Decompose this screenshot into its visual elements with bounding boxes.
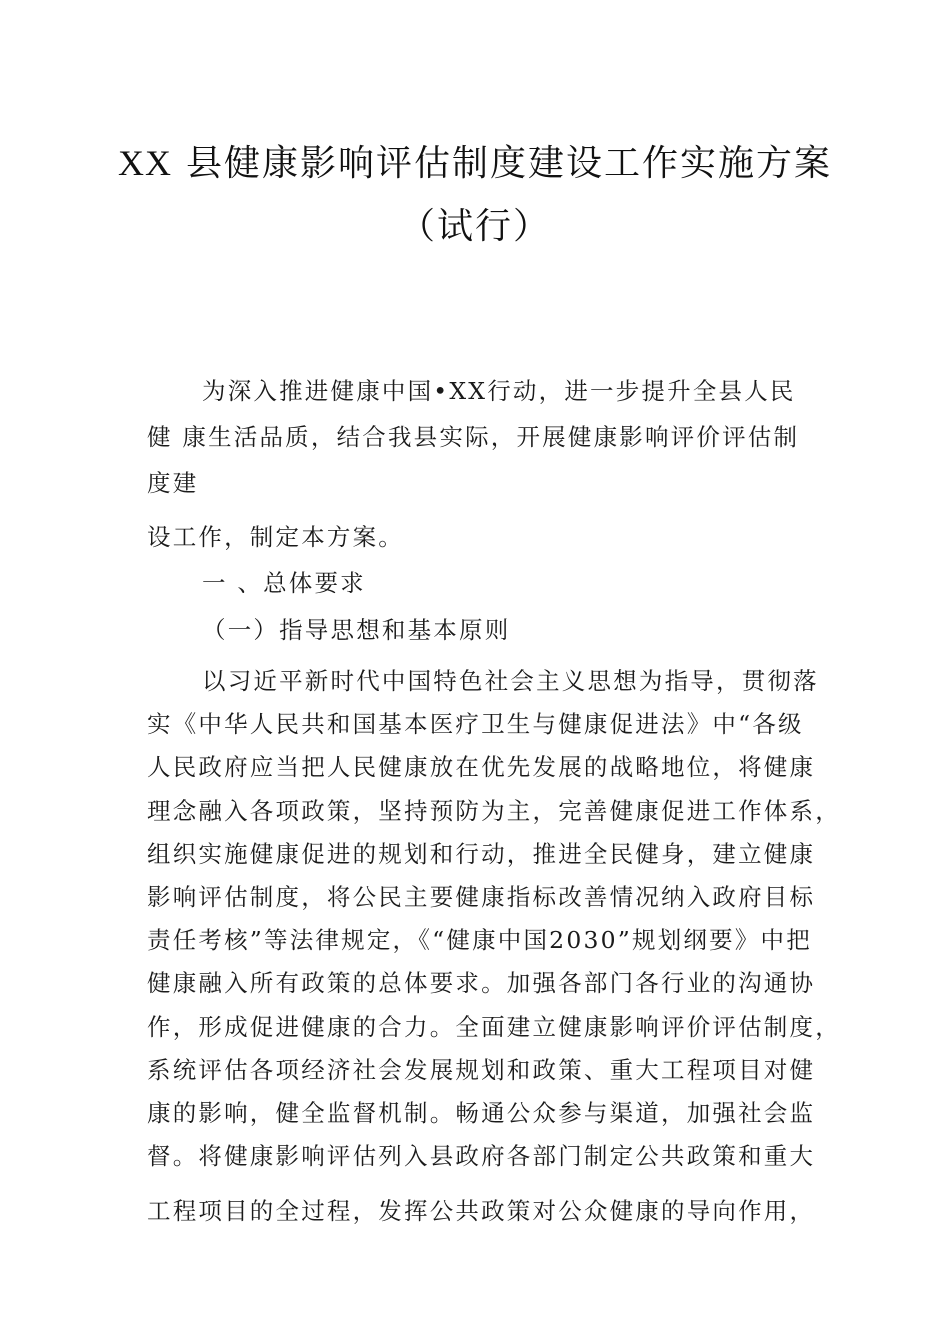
paragraph-line: 责任考核”等法律规定，《“健康中国2030”规划纲要》中把 xyxy=(147,926,812,954)
paragraph-line: 实《中华人民共和国基本医疗卫生与健康促进法》中“各级 xyxy=(147,710,804,738)
section-heading: 一 、总体要求 xyxy=(202,569,366,597)
paragraph-line: 作，形成促进健康的合力。全面建立健康影响评价评估制度， xyxy=(147,1013,841,1041)
paragraph-line: 理念融入各项政策，坚持预防为主，完善健康促进工作体系， xyxy=(147,797,841,825)
document-title-line-1 xyxy=(0,135,950,186)
document-title-line-2: （试行） xyxy=(398,206,551,247)
subsection-heading: （一）指导思想和基本原则 xyxy=(202,616,511,644)
paragraph-line: 为深入推进健康中国•XX行动，进一步提升全县人民 xyxy=(202,377,796,405)
paragraph-line: 度建 xyxy=(147,469,199,497)
paragraph-line: 人民政府应当把人民健康放在优先发展的战略地位，将健康 xyxy=(147,753,816,781)
paragraph-line: 健 康生活品质，结合我县实际，开展健康影响评价评估制 xyxy=(147,423,800,451)
paragraph-line: 健康融入所有政策的总体要求。加强各部门各行业的沟通协 xyxy=(147,969,816,997)
paragraph-line: 工程项目的全过程，发挥公共政策对公众健康的导向作用， xyxy=(147,1197,816,1225)
paragraph-line: 系统评估各项经济社会发展规划和政策、重大工程项目对健 xyxy=(147,1056,816,1084)
paragraph-line: 康的影响，健全监督机制。畅通公众参与渠道，加强社会监 xyxy=(147,1099,816,1127)
paragraph-line: 以习近平新时代中国特色社会主义思想为指导，贯彻落 xyxy=(202,667,819,695)
paragraph-line: 影响评估制度，将公民主要健康指标改善情况纳入政府目标 xyxy=(147,883,816,911)
title-prefix: XX xyxy=(117,143,172,183)
title-main: 县健康影响评估制度建设工作实施方案 xyxy=(185,143,832,184)
paragraph-line: 督。将健康影响评估列入县政府各部门制定公共政策和重大 xyxy=(147,1142,816,1170)
paragraph-line: 设工作，制定本方案。 xyxy=(147,523,404,551)
paragraph-line: 组织实施健康促进的规划和行动，推进全民健身，建立健康 xyxy=(147,840,816,868)
